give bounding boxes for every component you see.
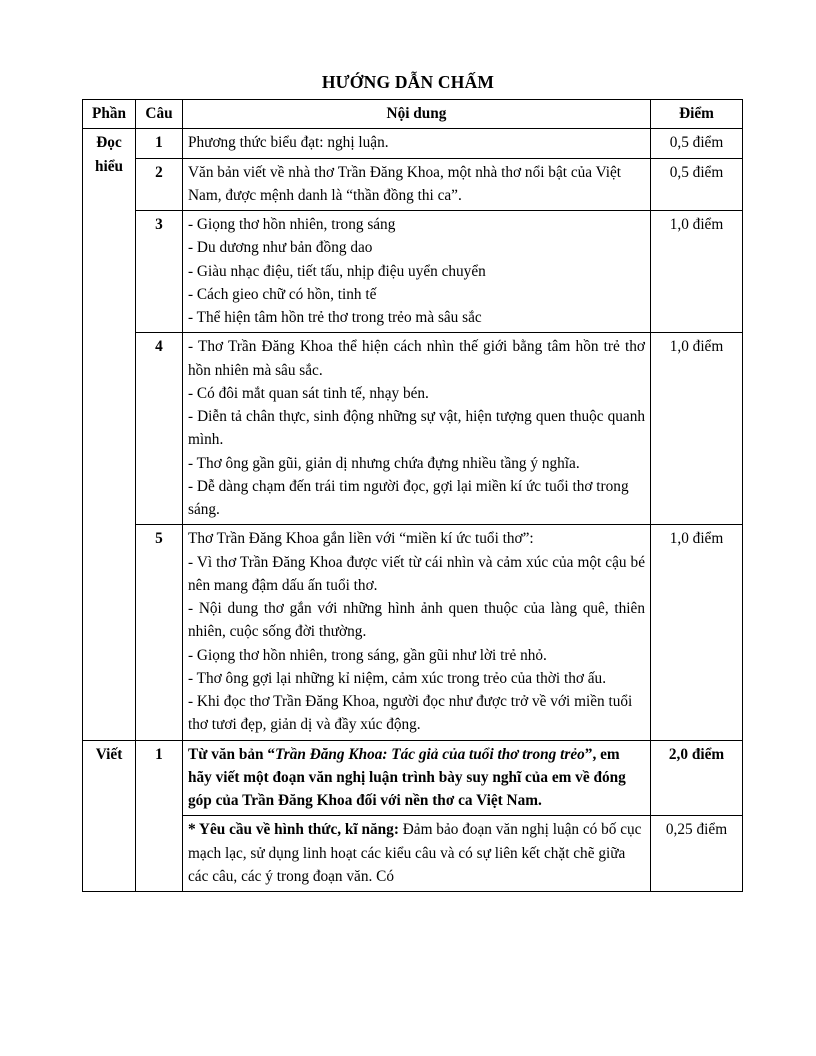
- question-number: 3: [136, 211, 183, 333]
- score-value: 1,0 điểm: [651, 333, 743, 525]
- question-number: 1: [136, 740, 183, 892]
- grading-table: [82, 99, 743, 892]
- answer-line: Phương thức biểu đạt: nghị luận.: [188, 134, 389, 152]
- answer-line: - Nội dung thơ gắn với những hình ảnh quen thuộc của làng quê, thiên nhiên, cuộc sống đời thường.: [188, 600, 645, 641]
- column-header-phan: Phần: [83, 100, 136, 129]
- score-value: 0,5 điểm: [651, 129, 743, 158]
- table-header: [83, 100, 743, 129]
- answer-line: - Du dương như bản đồng dao: [188, 239, 373, 257]
- table-row: [83, 525, 743, 740]
- question-number: 4: [136, 333, 183, 525]
- column-header-cau: Câu: [136, 100, 183, 129]
- writing-prompt: [183, 740, 651, 816]
- criteria-text: [188, 818, 645, 888]
- answer-line: - Diễn tả chân thực, sinh động những sự vật, hiện tượng quen thuộc quanh mình.: [188, 408, 645, 449]
- section-label-doc-hieu: Đọc hiểu: [83, 129, 136, 740]
- answer-line: - Thơ ông gợi lại những kỉ niệm, cảm xúc trong trẻo của thời thơ ấu.: [188, 669, 607, 687]
- answer-line: - Thơ ông gần gũi, giản dị nhưng chứa đựng nhiều tầng ý nghĩa.: [188, 454, 580, 472]
- criteria-body: Đảm bảo đoạn văn nghị luận có bố cục mạch lạc, sử dụng linh hoạt các kiểu câu và có sự liên kết chặt chẽ giữa các câu, các ý trong đoạn văn. Có: [188, 821, 642, 885]
- answer-line: - Giàu nhạc điệu, tiết tấu, nhịp điệu uyển chuyển: [188, 262, 486, 280]
- column-header-diem: Điểm: [651, 100, 743, 129]
- column-header-noidung: Nội dung: [183, 100, 651, 129]
- answer-content: [183, 211, 651, 333]
- score-value: 2,0 điểm: [651, 740, 743, 816]
- score-value: 1,0 điểm: [651, 525, 743, 740]
- answer-content: [183, 333, 651, 525]
- answer-line: - Có đôi mắt quan sát tinh tế, nhạy bén.: [188, 384, 429, 402]
- table-row: [83, 129, 743, 158]
- answer-line: Thơ Trần Đăng Khoa gắn liền với “miền kí ức tuổi thơ”:: [188, 530, 534, 548]
- criteria-content: [183, 816, 651, 892]
- score-value: 0,5 điểm: [651, 158, 743, 211]
- table-row: [83, 158, 743, 211]
- section-label-viet: Viết: [83, 740, 136, 892]
- answer-line: - Dễ dàng chạm đến trái tim người đọc, gợi lại miền kí ức tuổi thơ trong sáng.: [188, 477, 629, 518]
- answer-line: - Thể hiện tâm hồn trẻ thơ trong trẻo mà sâu sắc: [188, 309, 482, 326]
- table-body: [83, 129, 743, 892]
- table-row: [83, 740, 743, 816]
- answer-line: - Giọng thơ hồn nhiên, trong sáng: [188, 216, 396, 233]
- question-number: 2: [136, 158, 183, 211]
- prompt-suffix: ”, em hãy viết một đoạn văn nghị luận trình bày suy nghĩ của em về đóng góp của Trần Đăng Khoa đối với nền thơ ca Việt Nam.: [188, 745, 626, 809]
- page-title: HƯỚNG DẪN CHẤM: [321, 72, 495, 92]
- writing-prompt-text: [188, 743, 645, 813]
- answer-line: - Cách gieo chữ có hồn, tinh tế: [188, 285, 377, 303]
- prompt-title: Trần Đăng Khoa: Tác giả của tuổi thơ trong trẻo: [274, 745, 585, 763]
- score-value: 1,0 điểm: [651, 211, 743, 333]
- table-header-row: [83, 100, 743, 129]
- question-number: 5: [136, 525, 183, 740]
- question-number: 1: [136, 129, 183, 158]
- criteria-label: * Yêu cầu về hình thức, kĩ năng:: [188, 821, 399, 839]
- answer-content: [183, 129, 651, 158]
- answer-line: - Khi đọc thơ Trần Đăng Khoa, người đọc như được trở về với miền tuổi thơ tươi đẹp, giản dị và đầy xúc động.: [188, 693, 633, 734]
- table-row: [83, 333, 743, 525]
- answer-line: Văn bản viết về nhà thơ Trần Đăng Khoa, một nhà thơ nổi bật của Việt Nam, được mệnh danh là “thần đồng thi ca”.: [188, 163, 622, 204]
- answer-content: [183, 158, 651, 211]
- table-row: [83, 211, 743, 333]
- prompt-prefix: Từ văn bản “: [188, 745, 275, 763]
- answer-line: - Vì thơ Trần Đăng Khoa được viết từ cái nhìn và cảm xúc của một cậu bé nên mang đậm dấu ấn tuổi thơ.: [188, 553, 645, 594]
- answer-content: [183, 525, 651, 740]
- score-value: 0,25 điểm: [651, 816, 743, 892]
- answer-line: - Thơ Trần Đăng Khoa thể hiện cách nhìn thế giới bằng tâm hồn trẻ thơ hồn nhiên mà sâu sắc.: [188, 338, 645, 379]
- answer-line: - Giọng thơ hồn nhiên, trong sáng, gần gũi như lời trẻ nhỏ.: [188, 646, 547, 664]
